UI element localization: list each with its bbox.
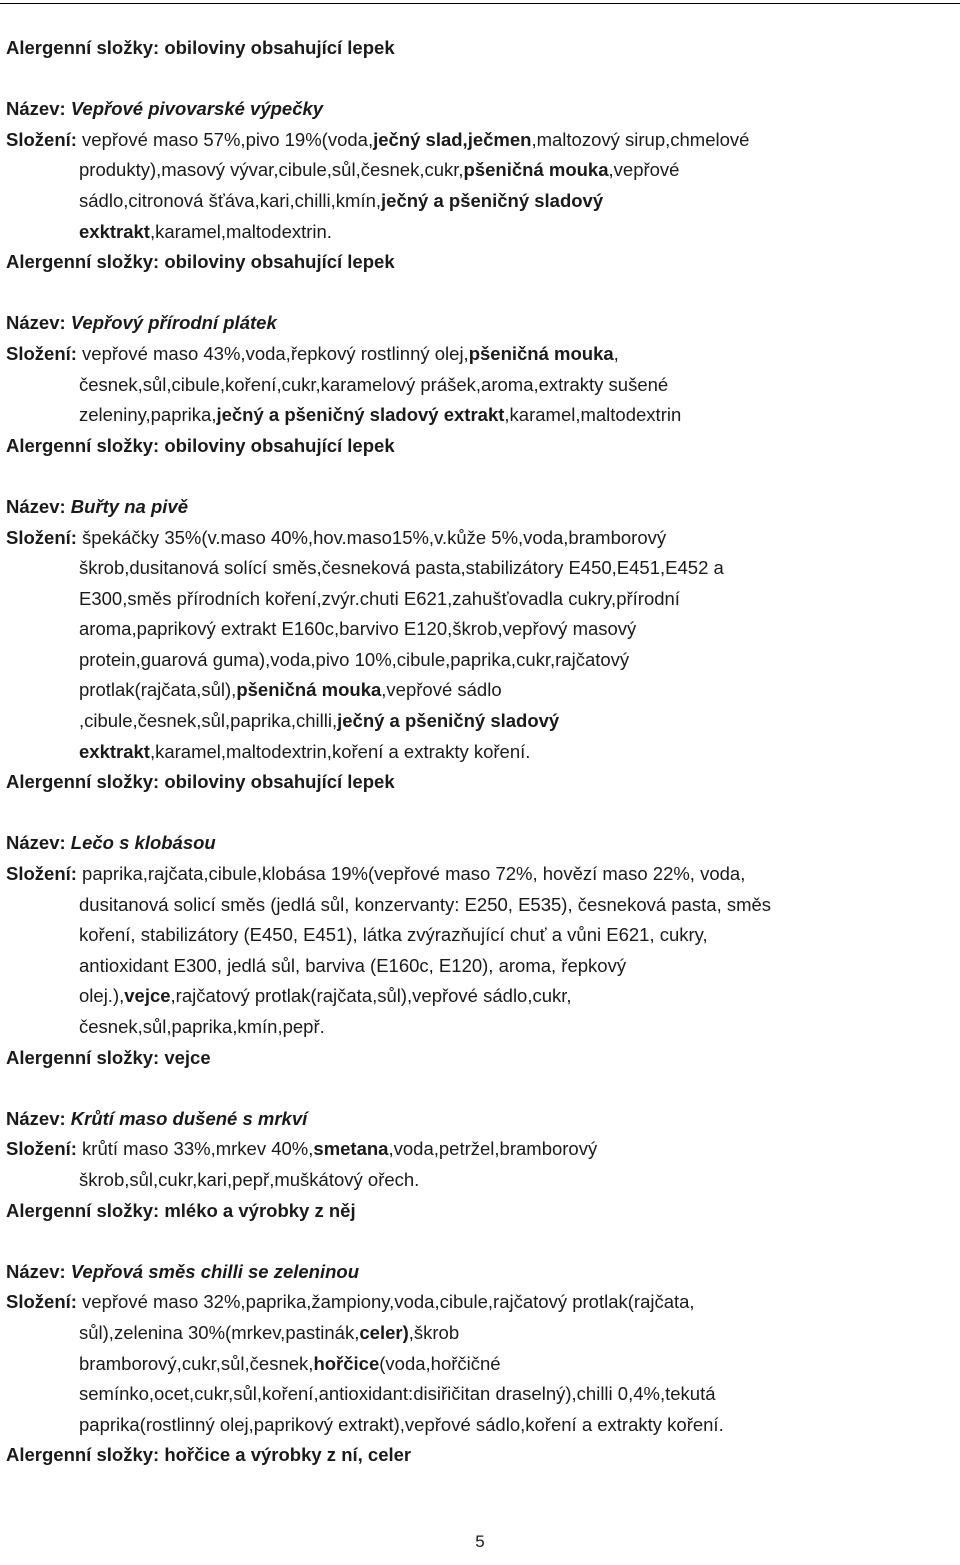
composition-text: krůtí maso 33%,mrkev 40%,: [76, 1138, 314, 1160]
composition-line: [6, 400, 950, 431]
product-name-line: [6, 308, 950, 339]
composition-line: [6, 675, 950, 706]
composition-line: [6, 339, 950, 370]
allergens-value: obiloviny obsahující lepek: [164, 251, 395, 273]
allergen-highlight: pšeničná mouka: [468, 342, 614, 364]
allergens-label: Alergenní složky:: [6, 1444, 160, 1466]
composition-text: aroma,paprikový extrakt E160c,barvivo E120,škrob,vepřový masový: [79, 618, 637, 640]
composition-text: ,škrob: [408, 1321, 460, 1343]
composition-line: [6, 951, 950, 982]
allergen-highlight: smetana: [313, 1138, 389, 1160]
composition-label: Složení:: [6, 526, 77, 548]
composition-label: Složení:: [6, 128, 77, 150]
product-name-line: [6, 492, 950, 523]
product-block: [6, 492, 950, 798]
composition-line: [6, 890, 950, 921]
name-label: Název:: [6, 98, 66, 120]
composition-label: Složení:: [6, 1291, 77, 1313]
composition-text: ,cibule,česnek,sůl,paprika,chilli,: [79, 710, 338, 732]
composition-text: vepřové maso 57%,pivo 19%(voda,: [76, 128, 374, 150]
composition-line: [6, 1318, 950, 1349]
composition-text: protein,guarová guma),voda,pivo 10%,cibule,paprika,cukr,rajčatový: [79, 648, 630, 670]
allergens-value: mléko a výrobky z něj: [164, 1199, 356, 1221]
allergens-value: obiloviny obsahující lepek: [164, 434, 395, 456]
composition-text: semínko,ocet,cukr,sůl,koření,antioxidant:disiřičitan draselný),chilli 0,4%,tekutá: [79, 1383, 716, 1405]
allergens-label: Alergenní složky:: [6, 1046, 160, 1068]
composition-line: [6, 737, 950, 768]
spacer: [6, 278, 950, 309]
composition-text: ,rajčatový protlak(rajčata,sůl),vepřové sádlo,cukr,: [170, 985, 572, 1007]
composition-text: česnek,sůl,paprika,kmín,pepř.: [79, 1016, 325, 1037]
product-name: Vepřové pivovarské výpečky: [70, 98, 324, 120]
composition-text: ,voda,petržel,bramborový: [388, 1138, 598, 1160]
name-label: Název:: [6, 1260, 66, 1282]
composition-line: [6, 920, 950, 951]
composition-text: dusitanová solicí směs (jedlá sůl, konzervanty: E250, E535), česneková pasta, směs: [79, 893, 772, 915]
composition-label: Složení:: [6, 342, 77, 364]
allergen-highlight: hořčice: [313, 1352, 380, 1374]
product-block: [6, 33, 950, 64]
allergen-highlight: exktrakt: [79, 740, 150, 762]
allergens-line: [6, 1196, 950, 1227]
composition-line: [6, 1349, 950, 1380]
composition-line: [6, 370, 950, 401]
composition-line: [6, 217, 950, 248]
name-label: Název:: [6, 832, 66, 854]
allergen-highlight: pšeničná mouka: [236, 679, 382, 701]
composition-text: zeleniny,paprika,: [79, 404, 217, 426]
composition-text: ,karamel,maltodextrin: [504, 404, 682, 426]
composition-text: protlak(rajčata,sůl),: [79, 679, 237, 701]
composition-text: koření, stabilizátory (E450, E451), látka zvýrazňující chuť a vůni E621, cukry,: [79, 924, 708, 946]
composition-line: [6, 155, 950, 186]
allergens-line: [6, 33, 950, 64]
top-rule: [0, 3, 960, 4]
product-name-line: [6, 1104, 950, 1135]
allergen-highlight: ječný a pšeničný sladový: [337, 710, 560, 732]
composition-text: vepřové maso 43%,voda,řepkový rostlinný olej,: [76, 342, 469, 364]
composition-text: olej.),: [79, 985, 125, 1007]
composition-line: [6, 186, 950, 217]
allergen-highlight: exktrakt: [79, 220, 150, 242]
composition-line: [6, 125, 950, 156]
page-number: 5: [475, 1532, 485, 1551]
allergens-value: hořčice a výrobky z ní, celer: [164, 1444, 412, 1466]
product-block: [6, 828, 950, 1073]
product-name: Vepřová směs chilli se zeleninou: [70, 1260, 360, 1282]
document-body: [6, 33, 950, 1471]
allergen-highlight: celer): [359, 1321, 409, 1343]
composition-line: [6, 706, 950, 737]
composition-line: [6, 1165, 950, 1196]
name-label: Název:: [6, 495, 66, 517]
composition-text: ,maltozový sirup,chmelové: [531, 128, 750, 150]
composition-text: ,vepřové: [608, 159, 680, 181]
spacer: [6, 1226, 950, 1257]
composition-text: produkty),masový vývar,cibule,sůl,česnek,cukr,: [79, 159, 464, 181]
allergens-line: [6, 1043, 950, 1074]
composition-label: Složení:: [6, 1138, 77, 1160]
composition-line: [6, 1012, 950, 1043]
composition-line: [6, 523, 950, 554]
allergen-highlight: vejce: [124, 985, 171, 1007]
allergens-value: obiloviny obsahující lepek: [164, 771, 395, 793]
spacer: [6, 461, 950, 492]
allergens-label: Alergenní složky:: [6, 771, 160, 793]
product-name-line: [6, 94, 950, 125]
composition-text: ,vepřové sádlo: [381, 679, 502, 701]
composition-text: škrob,sůl,cukr,kari,pepř,muškátový ořech.: [79, 1168, 420, 1190]
composition-text: bramborový,cukr,sůl,česnek,: [79, 1352, 314, 1374]
allergens-value: vejce: [164, 1046, 211, 1068]
allergens-line: [6, 247, 950, 278]
composition-line: [6, 645, 950, 676]
spacer: [6, 1073, 950, 1104]
composition-line: [6, 614, 950, 645]
allergens-line: [6, 767, 950, 798]
composition-line: [6, 1287, 950, 1318]
product-name-line: [6, 828, 950, 859]
composition-text: ,karamel,maltodextrin.: [149, 220, 332, 242]
allergen-highlight: ječný slad,ječmen: [373, 128, 532, 150]
product-name-line: [6, 1257, 950, 1288]
composition-text: paprika(rostlinný olej,paprikový extrakt),vepřové sádlo,koření a extrakty koření.: [79, 1413, 724, 1435]
allergen-highlight: ječný a pšeničný sladový extrakt: [216, 404, 505, 426]
spacer: [6, 64, 950, 95]
composition-text: antioxidant E300, jedlá sůl, barviva (E160c, E120), aroma, řepkový: [79, 954, 627, 976]
composition-line: [6, 584, 950, 615]
allergen-highlight: ječný a pšeničný sladový: [381, 189, 604, 211]
composition-line: [6, 1410, 950, 1441]
composition-line: [6, 1134, 950, 1165]
composition-text: špekáčky 35%(v.maso 40%,hov.maso15%,v.kůže 5%,voda,bramborový: [76, 526, 667, 548]
composition-text: vepřové maso 32%,paprika,žampiony,voda,cibule,rajčatový protlak(rajčata,: [76, 1291, 695, 1313]
name-label: Název:: [6, 1107, 66, 1129]
composition-label: Složení:: [6, 863, 77, 885]
product-block: [6, 1257, 950, 1471]
allergens-line: [6, 431, 950, 462]
allergens-label: Alergenní složky:: [6, 434, 160, 456]
allergen-highlight: pšeničná mouka: [463, 159, 609, 181]
allergens-label: Alergenní složky:: [6, 251, 160, 273]
composition-text: E300,směs přírodních koření,zvýr.chuti E621,zahušťovadla cukry,přírodní: [79, 587, 680, 609]
composition-text: paprika,rajčata,cibule,klobása 19%(vepřové maso 72%, hovězí maso 22%, voda,: [76, 863, 746, 885]
composition-text: (voda,hořčičné: [379, 1352, 501, 1374]
composition-text: škrob,dusitanová solící směs,česneková pasta,stabilizátory E450,E451,E452 a: [79, 557, 724, 579]
composition-line: [6, 1379, 950, 1410]
allergens-label: Alergenní složky:: [6, 1199, 160, 1221]
allergens-value: obiloviny obsahující lepek: [164, 37, 395, 58]
allergens-label: Alergenní složky:: [6, 37, 160, 58]
composition-text: sůl),zelenina 30%(mrkev,pastinák,: [79, 1321, 360, 1343]
product-block: [6, 94, 950, 278]
composition-text: česnek,sůl,cibule,koření,cukr,karamelový prášek,aroma,extrakty sušené: [79, 373, 669, 395]
composition-text: ,karamel,maltodextrin,koření a extrakty koření.: [149, 740, 531, 762]
composition-line: [6, 981, 950, 1012]
allergens-line: [6, 1440, 950, 1471]
product-name: Lečo s klobásou: [70, 832, 216, 854]
spacer: [6, 798, 950, 829]
product-name: Vepřový přírodní plátek: [70, 312, 277, 334]
composition-line: [6, 553, 950, 584]
name-label: Název:: [6, 312, 66, 334]
composition-text: sádlo,citronová šťáva,kari,chilli,kmín,: [79, 189, 382, 211]
composition-line: [6, 859, 950, 890]
product-block: [6, 1104, 950, 1226]
composition-text: ,: [613, 342, 619, 364]
product-name: Buřty na pivě: [70, 495, 188, 517]
product-block: [6, 308, 950, 461]
product-name: Krůtí maso dušené s mrkví: [70, 1107, 308, 1129]
